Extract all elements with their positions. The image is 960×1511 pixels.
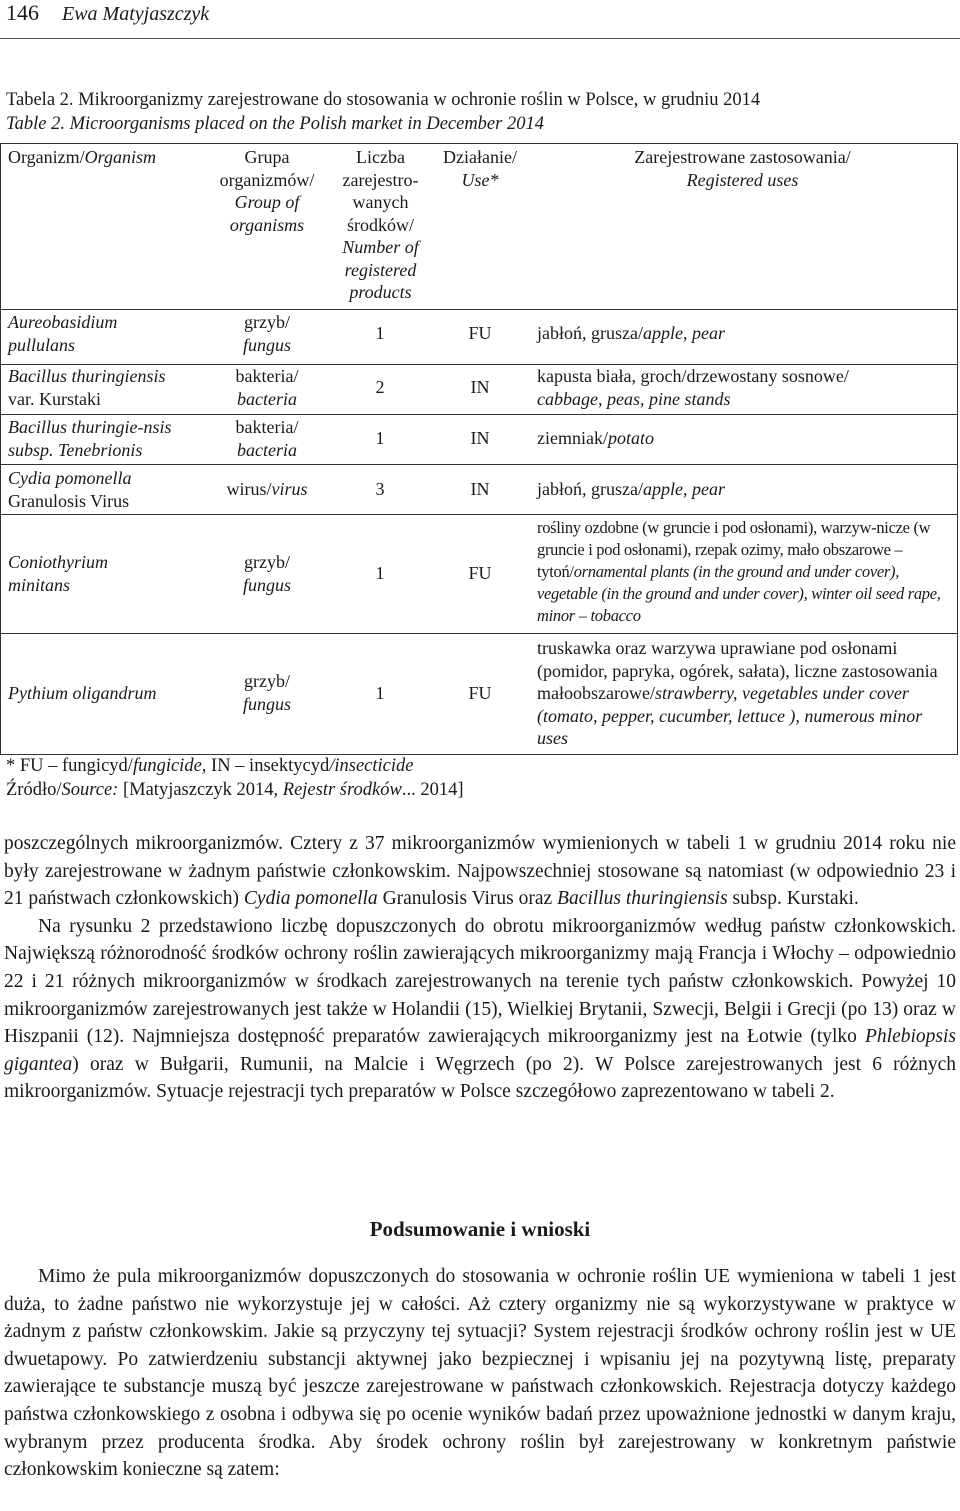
paragraph-3: Mimo że pula mikroorganizmów dopuszczonych do stosowania w ochronie roślin UE wymieniona w tabeli 1 jest duża, to żadne państwo nie wykorzystuje jej w całości. Aż cztery organizmy nie są wykorzystywane w praktyce w żadnym z państw członkowskim. Jakie są przyczyny tej sytuacji? System rejestracji środków ochrony roślin jest w UE dwuetapowy. Po zatwierdzeniu substancji aktywnej jako bezpiecznej i wpisaniu jej na pozytywną listę, preparaty zawierające te substancje muszą być jeszcze zarejestrowane w państwach członkowskich. Rejestracja dotyczy każdego państwa członkowskiego z osobna i odbywa się po ocenie wyników badań przez upoważnione jednostki w danym kraju, wybranym przez producenta środka. Aby środek ochrony roślin był zarejestrowany w konkretnym państwie członkowskim konieczne są zatem:: [4, 1266, 956, 1481]
header-count: Liczba zarejestro-wanych środków/ Number of registered products: [342, 147, 419, 302]
row2-use: IN: [470, 377, 490, 397]
row6-organism: Pythium oligandrum: [8, 683, 157, 703]
row3-count: 1: [375, 428, 385, 448]
row1-organism: Aureobasidium pullulans: [8, 312, 118, 355]
row2-uses: kapusta biała, groch/drzewostany sosnowe/ cabbage, peas, pine stands: [537, 366, 849, 409]
paragraph-2: Na rysunku 2 przedstawiono liczbę dopuszczonych do obrotu mikroorganizmów według państw członkowskich. Największą różnorodność środków ochrony roślin zawierających mikroorganizmy mają Francja i Włochy – odpowiednio 22 i 21 różnych mikroorganizmów w środkach zarejestrowanych na terenie tych państw członkowskich. Powyżej 10 mikroorganizmów zarejestrowanych jest także w Holandii (15), Wielkiej Brytanii, Szwecji, Belgii i Grecji (po 13) oraz w Hiszpanii (12). Najmniejsza dostępność preparatów zawierających mikroorganizmy jest na Łotwie (tylko Phlebiopsis gigantea) oraz w Bułgarii, Rumunii, na Malcie i Węgrzech (po 2). W Polsce zarejestrowanych jest 6 różnych mikroorganizmów. Sytuacje rejestracji tych preparatów w Polsce szczegółowo zaprezentowano w tabeli 2.: [4, 915, 956, 1103]
row5-use: FU: [468, 563, 492, 583]
header-group: Grupa organizmów/ Group of organisms: [219, 147, 315, 235]
row3-group: bakteria/ bacteria: [235, 417, 299, 460]
header-registered-uses: Zarejestrowane zastosowania/ Registered uses: [634, 147, 851, 190]
body-text-conclusions: [4, 1263, 956, 1484]
row2-count: 2: [375, 377, 385, 397]
row-rule: [0, 464, 958, 465]
body-text: [4, 830, 956, 1106]
row4-organism: Cydia pomonella Granulosis Virus: [8, 468, 132, 511]
row5-organism: Coniothyrium minitans: [8, 552, 109, 595]
page-number: 146: [6, 0, 39, 25]
table-left-border: [0, 143, 1, 754]
paragraph-1: poszczególnych mikroorganizmów. Cztery z 37 mikroorganizmów wymienionych w tabeli 1 w grudniu 2014 roku nie były zarejestrowane w żadnym państwie członkowskim. Najpowszechniej stosowane są natomiast (w odpowiednio 23 i 21 państwach członkowskich) Cydia pomonella Granulosis Virus oraz Bacillus thuringiensis subsp. Kurstaki.: [4, 833, 956, 910]
table-header-rule: [0, 309, 958, 310]
row6-uses: truskawka oraz warzywa uprawiane pod osłonami (pomidor, papryka, ogórek, sałata), liczne zastosowania małoobszarowe/strawberry, vegetables under cover (tomato, pepper, cucumber, lettuce ), numerous minor uses: [537, 638, 938, 748]
row5-group: grzyb/ fungus: [242, 552, 291, 595]
row-rule: [0, 514, 958, 515]
abbreviation-footnote: * FU – fungicyd/fungicide, IN – insektycyd/insecticide: [6, 756, 414, 776]
running-head-author: Ewa Matyjaszczyk: [62, 3, 210, 25]
table-top-rule: [0, 143, 958, 144]
row2-organism: Bacillus thuringiensis var. Kurstaki: [8, 366, 166, 409]
row-rule: [0, 633, 958, 634]
row1-uses: jabłoń, grusza/apple, pear: [537, 323, 725, 343]
header-use: Działanie/ Use*: [443, 147, 517, 190]
row3-uses: ziemniak/potato: [537, 428, 654, 448]
row4-uses: jabłoń, grusza/apple, pear: [537, 479, 725, 499]
row6-group: grzyb/ fungus: [242, 671, 291, 714]
row4-group: wirus/virus: [226, 479, 308, 499]
row4-count: 3: [375, 479, 385, 499]
table-caption-pl: Tabela 2. Mikroorganizmy zarejestrowane do stosowania w ochronie roślin w Polsce, w grudniu 2014: [6, 90, 761, 110]
header-organism: Organizm/Organism: [8, 147, 156, 167]
row4-use: IN: [470, 479, 490, 499]
table-bottom-rule: [0, 754, 958, 755]
row1-use: FU: [468, 323, 492, 343]
row1-group: grzyb/ fungus: [242, 312, 291, 355]
row3-organism: Bacillus thuringie-nsis subsp. Tenebrionis: [8, 417, 172, 460]
running-header: [0, 0, 960, 39]
row3-use: IN: [470, 428, 490, 448]
section-heading: Podsumowanie i wnioski: [369, 1217, 591, 1241]
table-right-border: [957, 143, 958, 754]
row2-group: bakteria/ bacteria: [235, 366, 299, 409]
table-caption-en: Table 2. Microorganisms placed on the Polish market in December 2014: [6, 114, 544, 134]
row5-uses: rośliny ozdobne (w gruncie i pod osłonami), warzyw-nicze (w gruncie i pod osłonami), rzepak ozimy, mało obszarowe – tytoń/ornamental plants (in the ground and under cover), vegetable (in the ground and under cover), winter oil seed rape, minor – tobacco: [537, 518, 941, 625]
row6-use: FU: [468, 683, 492, 703]
row1-count: 1: [375, 323, 385, 343]
source-footnote: Źródło/Source: [Matyjaszczyk 2014, Rejestr środków... 2014]: [6, 780, 464, 800]
row-rule: [0, 414, 958, 415]
row6-count: 1: [375, 683, 385, 703]
row5-count: 1: [375, 563, 385, 583]
